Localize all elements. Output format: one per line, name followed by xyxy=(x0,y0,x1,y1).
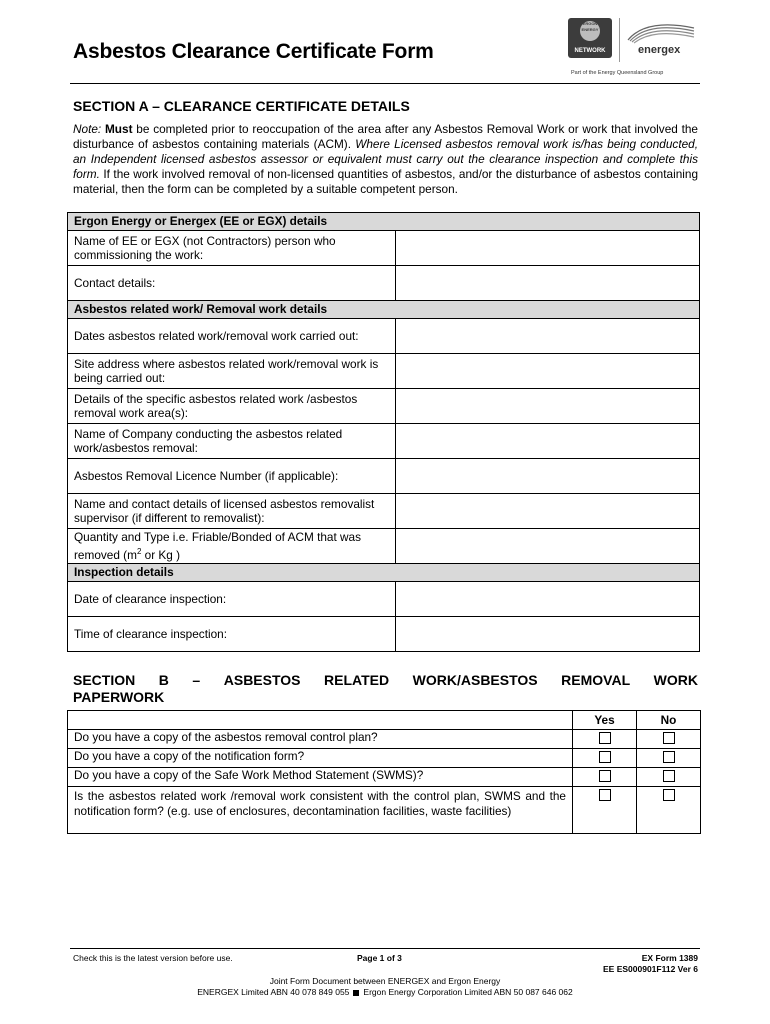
field-ee-person[interactable] xyxy=(396,231,700,266)
yes-column-header: Yes xyxy=(573,711,637,730)
field-label: Asbestos Removal Licence Number (if applicable): xyxy=(68,459,396,494)
yes-checkbox[interactable] xyxy=(599,732,611,744)
title-divider xyxy=(70,83,700,84)
logos xyxy=(568,14,698,78)
page-title: Asbestos Clearance Certificate Form xyxy=(73,40,434,63)
field-label: Name of Company conducting the asbestos related work/asbestos removal: xyxy=(68,424,396,459)
group-header-ee-details: Ergon Energy or Energex (EE or EGX) details xyxy=(68,213,700,231)
square-bullet-icon xyxy=(353,990,359,996)
footer-divider xyxy=(70,948,700,949)
heading-word: B xyxy=(158,672,169,688)
no-checkbox[interactable] xyxy=(663,732,675,744)
field-label: Site address where asbestos related work/removal work is being carried out: xyxy=(68,354,396,389)
section-b-heading xyxy=(73,672,698,706)
ergon-emblem: ERGON ENERGY xyxy=(580,21,600,41)
footer-page-number: Page 1 of 3 xyxy=(357,953,402,963)
no-column-header: No xyxy=(637,711,701,730)
footer-check-version: Check this is the latest version before use. xyxy=(73,953,233,963)
field-site-address[interactable] xyxy=(396,354,700,389)
heading-word: WORK xyxy=(653,672,698,688)
energex-logo-text: energex xyxy=(638,44,681,56)
quantity-label-b: or Kg ) xyxy=(141,547,181,562)
form-number: EX Form 1389 xyxy=(641,953,698,963)
heading-word: SECTION xyxy=(73,672,136,688)
no-checkbox[interactable] xyxy=(663,751,675,763)
note-must: Must xyxy=(104,122,133,136)
field-dates[interactable] xyxy=(396,319,700,354)
field-label: Name and contact details of licensed asbestos removalist supervisor (if different to removalist): xyxy=(68,494,396,529)
field-label: Date of clearance inspection: xyxy=(68,582,396,617)
heading-word: WORK/ASBESTOS xyxy=(412,672,538,688)
field-work-area-details[interactable] xyxy=(396,389,700,424)
field-company-name[interactable] xyxy=(396,424,700,459)
abn-ergon: Ergon Energy Corporation Limited ABN 50 087 646 062 xyxy=(363,987,573,997)
field-label: Contact details: xyxy=(68,266,396,301)
field-label-quantity xyxy=(68,529,396,564)
logo-divider xyxy=(619,18,620,62)
yes-checkbox[interactable] xyxy=(599,789,611,801)
yes-checkbox[interactable] xyxy=(599,770,611,782)
field-inspection-time[interactable] xyxy=(396,617,700,652)
question: Do you have a copy of the notification form? xyxy=(68,749,573,768)
field-contact-details[interactable] xyxy=(396,266,700,301)
note-text-1: be completed prior to reoccupation of the area after any Asbestos Removal Work or work that involved the disturbance of asbestos containing materials (ACM). xyxy=(73,122,698,151)
note-italic: Where Licensed asbestos removal work is/has being conducted, an Independent licensed asbestos assessor or equivalent must carry out the clearance inspection and complete this form. xyxy=(73,137,699,181)
quantity-label-sup: 2 xyxy=(136,546,142,556)
section-a-note xyxy=(73,122,698,197)
ergon-logo xyxy=(568,18,612,58)
question: Is the asbestos related work /removal work consistent with the control plan, SWMS and the notification form? (e.g. use of enclosures, decontamination facilities, waste facilities) xyxy=(68,787,573,834)
no-checkbox[interactable] xyxy=(663,789,675,801)
field-supervisor-details[interactable] xyxy=(396,494,700,529)
heading-word: – xyxy=(192,672,201,688)
field-label: Name of EE or EGX (not Contractors) person who commissioning the work: xyxy=(68,231,396,266)
question: Do you have a copy of the asbestos removal control plan? xyxy=(68,730,573,749)
footer-abn-line xyxy=(0,987,770,998)
ergon-network-text: NETWORK xyxy=(574,48,606,54)
field-label: Time of clearance inspection: xyxy=(68,617,396,652)
quantity-label-a: Quantity and Type i.e. Friable/Bonded of ACM that was removed (m xyxy=(74,530,362,562)
heading-word: REMOVAL xyxy=(561,672,631,688)
field-label: Details of the specific asbestos related work /asbestos removal work area(s): xyxy=(68,389,396,424)
footer-joint-document: Joint Form Document between ENERGEX and Ergon Energy xyxy=(269,976,501,986)
doc-reference: EE ES000901F112 Ver 6 xyxy=(603,964,698,974)
note-text-2: If the work involved removal of non-licensed quantities of asbestos, and/or the disturbance of asbestos containing material, then the form can be completed by a suitable competent person. xyxy=(73,167,698,196)
energex-swirl-icon xyxy=(626,22,696,44)
section-b-table xyxy=(67,710,701,834)
group-tagline: Part of the Energy Queensland Group xyxy=(571,70,664,76)
abn-energex: ENERGEX Limited ABN 40 078 849 055 xyxy=(197,987,350,997)
footer-form-ref xyxy=(603,953,698,975)
section-a-table xyxy=(67,212,700,652)
field-licence-number[interactable] xyxy=(396,459,700,494)
question: Do you have a copy of the Safe Work Method Statement (SWMS)? xyxy=(68,768,573,787)
group-header-removal-work: Asbestos related work/ Removal work details xyxy=(68,301,700,319)
field-quantity-type[interactable] xyxy=(396,529,700,564)
yes-checkbox[interactable] xyxy=(599,751,611,763)
heading-word: ASBESTOS xyxy=(223,672,301,688)
heading-word: RELATED xyxy=(324,672,390,688)
heading-line-2: PAPERWORK xyxy=(73,689,165,705)
field-label: Dates asbestos related work/removal work carried out: xyxy=(68,319,396,354)
section-a-heading: SECTION A – CLEARANCE CERTIFICATE DETAILS xyxy=(73,98,410,114)
note-label: Note: xyxy=(73,122,102,136)
group-header-inspection: Inspection details xyxy=(68,564,700,582)
question-header-blank xyxy=(68,711,573,730)
no-checkbox[interactable] xyxy=(663,770,675,782)
field-inspection-date[interactable] xyxy=(396,582,700,617)
